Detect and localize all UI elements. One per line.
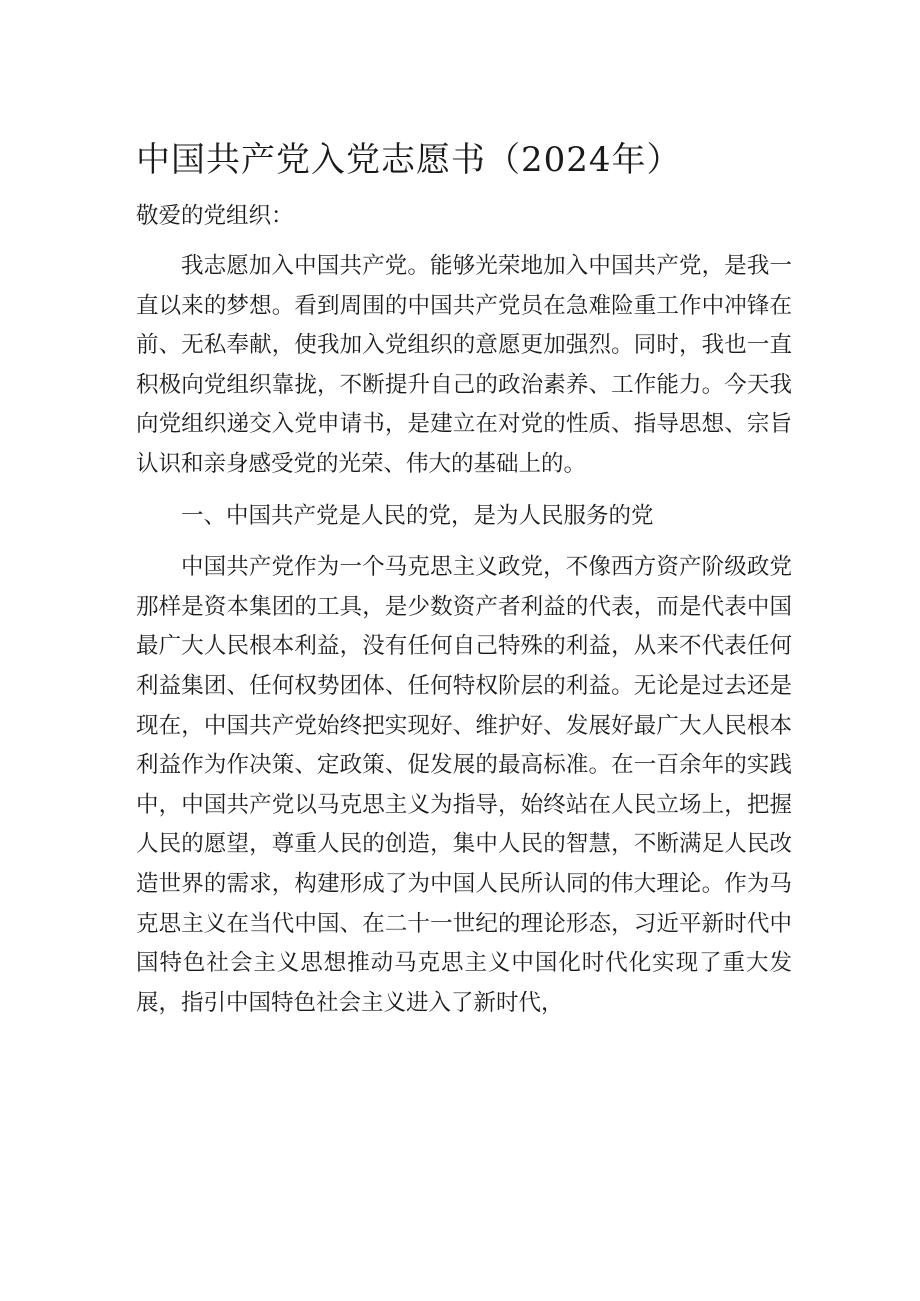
- section-heading: 一、中国共产党是人民的党，是为人民服务的党: [181, 502, 654, 529]
- document-title: 中国共产党入党志愿书（2024年）: [136, 140, 682, 180]
- document-body: [136, 247, 792, 1035]
- paragraph-intro: 我志愿加入中国共产党。能够光荣地加入中国共产党，是我一直以来的梦想。看到周围的中国共产党员在急难险重工作中冲锋在前、无私奉献，使我加入党组织的意愿更加强烈。同时，我也一直积极向党组织靠拢，不断提升自己的政治素养、工作能力。今天我向党组织递交入党申请书，是建立在对党的性质、指导思想、宗旨认识和亲身感受党的光荣、伟大的基础上的。: [136, 253, 792, 477]
- paragraph-section-one: 中国共产党作为一个马克思主义政党，不像西方资产阶级政党那样是资本集团的工具，是少数资产者利益的代表，而是代表中国最广大人民根本利益，没有任何自己特殊的利益，从来不代表任何利益集团、任何权势团体、任何特权阶层的利益。无论是过去还是现在，中国共产党始终把实现好、维护好、发展好最广大人民根本利益作为作决策、定政策、促发展的最高标准。在一百余年的实践中，中国共产党以马克思主义为指导，始终站在人民立场上，把握人民的愿望，尊重人民的创造，集中人民的智慧，不断满足人民改造世界的需求，构建形成了为中国人民所认同的伟大理论。作为马克思主义在当代中国、在二十一世纪的理论形态，习近平新时代中国特色社会主义思想推动马克思主义中国化时代化实现了重大发展，指引中国特色社会主义进入了新时代，: [136, 554, 792, 1016]
- salutation: 敬爱的党组织：: [136, 203, 294, 229]
